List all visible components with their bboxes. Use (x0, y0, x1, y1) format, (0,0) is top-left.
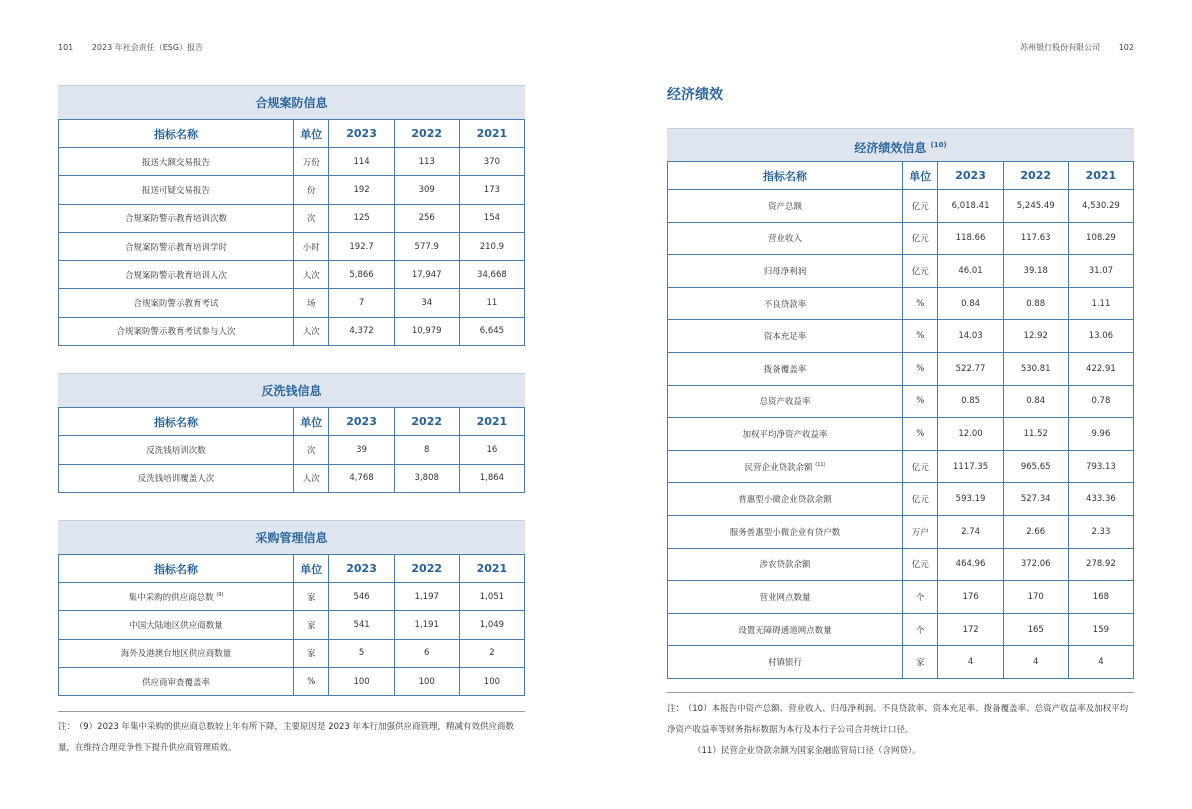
footnote-marker: (9) (216, 591, 224, 598)
economic-table-row (668, 320, 1134, 353)
aml-cell-unit: 人次 (294, 464, 329, 493)
compliance-cell-value-2021: 11 (459, 289, 524, 317)
economic-table-title (667, 128, 1134, 161)
economic-cell-value-2022: 0.84 (1003, 385, 1068, 418)
compliance-cell-value-2022: 256 (394, 204, 459, 232)
procurement-col-header-value-2023: 2023 (329, 555, 394, 583)
aml-table (58, 407, 525, 493)
procurement-table-block (58, 520, 525, 696)
compliance-cell-unit: 场 (294, 289, 329, 317)
procurement-cell-value-2022: 1,197 (394, 583, 459, 611)
compliance-cell-value-2021: 6,645 (459, 317, 524, 345)
economic-table (667, 161, 1134, 679)
aml-header-row (59, 408, 525, 436)
economic-cell-value-2021: 4,530.29 (1068, 190, 1133, 223)
compliance-cell-value-2023: 5,866 (329, 261, 394, 289)
economic-cell-indicator-name: 拨备覆盖率 (668, 352, 903, 385)
economic-cell-unit: 家 (903, 646, 938, 679)
procurement-col-header-indicator-name: 指标名称 (59, 555, 294, 583)
compliance-cell-value-2022: 309 (394, 176, 459, 204)
indicator-name-text: 集中采购的供应商总数 (128, 592, 214, 603)
compliance-cell-value-2022: 10,979 (394, 317, 459, 345)
economic-body (668, 190, 1134, 679)
procurement-cell-value-2021: 1,051 (459, 583, 524, 611)
left-report-title: 2023 年社会责任（ESG）报告 (91, 43, 204, 52)
compliance-cell-unit: 次 (294, 204, 329, 232)
economic-cell-value-2021: 168 (1068, 581, 1133, 614)
economic-cell-value-2023: 0.85 (938, 385, 1003, 418)
economic-cell-value-2021: 13.06 (1068, 320, 1133, 353)
economic-cell-value-2023: 176 (938, 581, 1003, 614)
economic-cell-value-2023: 118.66 (938, 222, 1003, 255)
economic-cell-indicator-name: 加权平均净资产收益率 (668, 418, 903, 451)
economic-table-row (668, 352, 1134, 385)
compliance-cell-value-2023: 125 (329, 204, 394, 232)
economic-table-row (668, 515, 1134, 548)
compliance-table-row (59, 232, 525, 260)
compliance-table-row (59, 289, 525, 317)
compliance-col-header-indicator-name: 指标名称 (59, 120, 294, 148)
procurement-body (59, 583, 525, 696)
economic-table-row (668, 548, 1134, 581)
procurement-cell-value-2021: 2 (459, 639, 524, 667)
compliance-cell-indicator-name: 合规案防警示教育考试参与人次 (59, 317, 294, 345)
procurement-table-row (59, 639, 525, 667)
procurement-cell-indicator-name: 海外及港澳台地区供应商数量 (59, 639, 294, 667)
economic-cell-indicator-name: 设置无障碍通道网点数量 (668, 613, 903, 646)
economic-cell-value-2021: 108.29 (1068, 222, 1133, 255)
aml-col-header-value-2022: 2022 (394, 408, 459, 436)
economic-cell-value-2023: 0.84 (938, 287, 1003, 320)
economic-table-title-footnote: (10) (930, 141, 947, 149)
right-note-divider (667, 692, 1134, 693)
economic-table-row (668, 450, 1134, 483)
compliance-cell-indicator-name: 合规案防警示教育培训学时 (59, 232, 294, 260)
economic-cell-unit: 亿元 (903, 190, 938, 223)
economic-cell-value-2021: 2.33 (1068, 515, 1133, 548)
economic-cell-unit: 个 (903, 613, 938, 646)
economic-cell-indicator-name: 普惠型小微企业贷款余额 (668, 483, 903, 516)
economic-cell-value-2022: 4 (1003, 646, 1068, 679)
procurement-cell-value-2023: 546 (329, 583, 394, 611)
aml-table-block (58, 373, 525, 493)
economic-table-title-text: 经济绩效信息 (854, 141, 927, 155)
economic-cell-indicator-name: 总资产收益率 (668, 385, 903, 418)
economic-cell-indicator-name: 不良贷款率 (668, 287, 903, 320)
aml-table-row (59, 436, 525, 465)
economic-cell-value-2022: 0.88 (1003, 287, 1068, 320)
economic-cell-value-2023: 464.96 (938, 548, 1003, 581)
procurement-cell-value-2023: 541 (329, 611, 394, 639)
economic-cell-indicator-name: 营业收入 (668, 222, 903, 255)
compliance-cell-value-2021: 154 (459, 204, 524, 232)
procurement-table (58, 554, 525, 696)
compliance-cell-indicator-name: 合规案防警示教育培训人次 (59, 261, 294, 289)
aml-cell-value-2022: 8 (394, 436, 459, 465)
economic-cell-unit: % (903, 287, 938, 320)
aml-cell-value-2021: 1,864 (459, 464, 524, 493)
economic-cell-value-2021: 1.11 (1068, 287, 1133, 320)
economic-col-header-value-2021: 2021 (1068, 162, 1133, 190)
procurement-cell-unit: 家 (294, 611, 329, 639)
economic-cell-value-2021: 793.13 (1068, 450, 1133, 483)
economic-cell-value-2021: 278.92 (1068, 548, 1133, 581)
compliance-table-row (59, 148, 525, 176)
procurement-col-header-unit: 单位 (294, 555, 329, 583)
economic-cell-unit: 万户 (903, 515, 938, 548)
compliance-table-row (59, 176, 525, 204)
economic-cell-value-2022: 5,245.49 (1003, 190, 1068, 223)
compliance-cell-indicator-name: 报送可疑交易报告 (59, 176, 294, 204)
compliance-cell-unit: 份 (294, 176, 329, 204)
procurement-cell-indicator-name: 供应商审查覆盖率 (59, 667, 294, 695)
compliance-col-header-unit: 单位 (294, 120, 329, 148)
economic-table-row (668, 581, 1134, 614)
economic-cell-indicator-name: 营业网点数量 (668, 581, 903, 614)
compliance-cell-value-2023: 192 (329, 176, 394, 204)
compliance-cell-value-2021: 34,668 (459, 261, 524, 289)
procurement-cell-indicator-name: 中国大陆地区供应商数量 (59, 611, 294, 639)
compliance-cell-indicator-name: 合规案防警示教育培训次数 (59, 204, 294, 232)
compliance-cell-value-2022: 113 (394, 148, 459, 176)
compliance-cell-value-2022: 34 (394, 289, 459, 317)
aml-cell-value-2021: 16 (459, 436, 524, 465)
economic-cell-unit: 亿元 (903, 483, 938, 516)
economic-cell-value-2022: 2.66 (1003, 515, 1068, 548)
compliance-cell-unit: 小时 (294, 232, 329, 260)
economic-cell-value-2021: 422.91 (1068, 352, 1133, 385)
economic-cell-unit: % (903, 385, 938, 418)
compliance-cell-value-2021: 370 (459, 148, 524, 176)
compliance-col-header-value-2021: 2021 (459, 120, 524, 148)
left-note-label: 注： (58, 722, 76, 732)
economic-cell-value-2023: 522.77 (938, 352, 1003, 385)
economic-cell-unit: 个 (903, 581, 938, 614)
economic-cell-value-2023: 4 (938, 646, 1003, 679)
economic-cell-unit: 亿元 (903, 450, 938, 483)
aml-col-header-value-2021: 2021 (459, 408, 524, 436)
compliance-body (59, 148, 525, 346)
procurement-cell-value-2022: 100 (394, 667, 459, 695)
procurement-cell-value-2022: 1,191 (394, 611, 459, 639)
procurement-cell-value-2021: 100 (459, 667, 524, 695)
economic-cell-value-2022: 117.63 (1003, 222, 1068, 255)
economic-cell-value-2022: 170 (1003, 581, 1068, 614)
compliance-header-row (59, 120, 525, 148)
economic-section-heading: 经济绩效 (667, 87, 723, 103)
compliance-cell-value-2023: 192.7 (329, 232, 394, 260)
compliance-table-row (59, 204, 525, 232)
right-note-text-2: （11）民营企业贷款余额为国家金融监管局口径（含网贷）。 (693, 746, 921, 756)
economic-cell-indicator-name: 涉农贷款余额 (668, 548, 903, 581)
procurement-cell-indicator-name (59, 583, 294, 611)
economic-cell-indicator-name: 资本充足率 (668, 320, 903, 353)
aml-cell-value-2023: 39 (329, 436, 394, 465)
compliance-cell-unit: 人次 (294, 317, 329, 345)
compliance-cell-value-2022: 577.9 (394, 232, 459, 260)
economic-cell-value-2022: 965.65 (1003, 450, 1068, 483)
procurement-cell-unit: 家 (294, 639, 329, 667)
economic-cell-indicator-name: 归母净利润 (668, 255, 903, 288)
right-company-name: 苏州银行股份有限公司 (1020, 43, 1101, 52)
economic-cell-value-2023: 6,018.41 (938, 190, 1003, 223)
procurement-cell-value-2022: 6 (394, 639, 459, 667)
compliance-cell-value-2021: 210.9 (459, 232, 524, 260)
aml-cell-value-2022: 3,808 (394, 464, 459, 493)
economic-col-header-value-2022: 2022 (1003, 162, 1068, 190)
economic-cell-value-2021: 31.07 (1068, 255, 1133, 288)
procurement-header-row (59, 555, 525, 583)
economic-cell-value-2021: 0.78 (1068, 385, 1133, 418)
economic-cell-unit: % (903, 418, 938, 451)
right-page-number: 102 (1118, 43, 1134, 52)
economic-cell-indicator-name: 资产总额 (668, 190, 903, 223)
left-note (58, 717, 525, 759)
compliance-cell-indicator-name: 合规案防警示教育考试 (59, 289, 294, 317)
aml-col-header-unit: 单位 (294, 408, 329, 436)
compliance-cell-value-2022: 17,947 (394, 261, 459, 289)
economic-cell-value-2022: 165 (1003, 613, 1068, 646)
compliance-cell-value-2023: 4,372 (329, 317, 394, 345)
aml-cell-unit: 次 (294, 436, 329, 465)
economic-cell-indicator-name: 服务普惠型小微企业有贷户数 (668, 515, 903, 548)
left-note-divider (58, 711, 525, 712)
compliance-table-block (58, 85, 525, 346)
compliance-cell-value-2023: 114 (329, 148, 394, 176)
procurement-table-row (59, 667, 525, 695)
aml-col-header-indicator-name: 指标名称 (59, 408, 294, 436)
aml-cell-value-2023: 4,768 (329, 464, 394, 493)
economic-col-header-indicator-name: 指标名称 (668, 162, 903, 190)
compliance-col-header-value-2022: 2022 (394, 120, 459, 148)
economic-cell-value-2021: 9.96 (1068, 418, 1133, 451)
aml-cell-indicator-name: 反洗钱培训次数 (59, 436, 294, 465)
footnote-marker: (11) (815, 461, 826, 468)
economic-cell-unit: 亿元 (903, 255, 938, 288)
economic-cell-value-2022: 12.92 (1003, 320, 1068, 353)
aml-col-header-value-2023: 2023 (329, 408, 394, 436)
procurement-cell-value-2023: 5 (329, 639, 394, 667)
compliance-table-row (59, 317, 525, 345)
economic-cell-value-2022: 530.81 (1003, 352, 1068, 385)
economic-col-header-unit: 单位 (903, 162, 938, 190)
economic-cell-value-2023: 172 (938, 613, 1003, 646)
compliance-cell-unit: 人次 (294, 261, 329, 289)
economic-cell-value-2023: 2.74 (938, 515, 1003, 548)
indicator-name-text: 民营企业贷款余额 (744, 462, 813, 473)
economic-cell-value-2021: 433.36 (1068, 483, 1133, 516)
economic-cell-value-2023: 1117.35 (938, 450, 1003, 483)
procurement-col-header-value-2021: 2021 (459, 555, 524, 583)
compliance-table (58, 119, 525, 346)
aml-body (59, 436, 525, 493)
left-note-text: （9）2023 年集中采购的供应商总数较上年有所下降，主要原因是 2023 年本行加强供应商管理，精减有效供应商数量，在维持合理竞争性下提升供应商管理质效。 (58, 722, 515, 753)
compliance-cell-value-2021: 173 (459, 176, 524, 204)
right-note-text-1: （10）本报告中资产总额、营业收入、归母净利润、不良贷款率、资本充足率、拨备覆盖率、总资产收益率及加权平均净资产收益率等财务指标数据为本行及本行子公司合并统计口径。 (667, 704, 1129, 735)
right-note-label: 注： (667, 704, 685, 714)
economic-table-block (667, 128, 1134, 679)
compliance-cell-indicator-name: 报送大额交易报告 (59, 148, 294, 176)
economic-table-row (668, 385, 1134, 418)
economic-table-row (668, 483, 1134, 516)
procurement-table-title: 采购管理信息 (58, 520, 525, 554)
right-page-header (1020, 42, 1134, 53)
economic-cell-unit: % (903, 320, 938, 353)
procurement-cell-unit: 家 (294, 583, 329, 611)
compliance-table-title: 合规案防信息 (58, 85, 525, 119)
economic-col-header-value-2023: 2023 (938, 162, 1003, 190)
aml-table-row (59, 464, 525, 493)
procurement-table-row (59, 583, 525, 611)
economic-table-row (668, 287, 1134, 320)
compliance-col-header-value-2023: 2023 (329, 120, 394, 148)
procurement-col-header-value-2022: 2022 (394, 555, 459, 583)
compliance-cell-unit: 万份 (294, 148, 329, 176)
economic-cell-value-2022: 39.18 (1003, 255, 1068, 288)
economic-header-row (668, 162, 1134, 190)
economic-table-row (668, 418, 1134, 451)
left-page-header (58, 42, 203, 53)
economic-cell-value-2023: 14.03 (938, 320, 1003, 353)
economic-cell-unit: 亿元 (903, 548, 938, 581)
procurement-cell-unit: % (294, 667, 329, 695)
procurement-table-row (59, 611, 525, 639)
economic-cell-value-2023: 46.01 (938, 255, 1003, 288)
compliance-table-row (59, 261, 525, 289)
economic-cell-value-2023: 12.00 (938, 418, 1003, 451)
right-note (667, 699, 1134, 762)
economic-table-row (668, 613, 1134, 646)
economic-table-row (668, 646, 1134, 679)
left-page-number: 101 (58, 43, 74, 52)
procurement-cell-value-2023: 100 (329, 667, 394, 695)
compliance-cell-value-2023: 7 (329, 289, 394, 317)
economic-cell-value-2023: 593.19 (938, 483, 1003, 516)
economic-cell-value-2022: 527.34 (1003, 483, 1068, 516)
economic-cell-value-2022: 372.06 (1003, 548, 1068, 581)
procurement-cell-value-2021: 1,049 (459, 611, 524, 639)
economic-cell-indicator-name: 村镇银行 (668, 646, 903, 679)
aml-cell-indicator-name: 反洗钱培训覆盖人次 (59, 464, 294, 493)
economic-cell-value-2022: 11.52 (1003, 418, 1068, 451)
economic-table-row (668, 222, 1134, 255)
economic-cell-value-2021: 4 (1068, 646, 1133, 679)
economic-cell-indicator-name (668, 450, 903, 483)
economic-cell-unit: % (903, 352, 938, 385)
economic-table-row (668, 255, 1134, 288)
aml-table-title: 反洗钱信息 (58, 373, 525, 407)
economic-cell-unit: 亿元 (903, 222, 938, 255)
economic-cell-value-2021: 159 (1068, 613, 1133, 646)
economic-table-row (668, 190, 1134, 223)
